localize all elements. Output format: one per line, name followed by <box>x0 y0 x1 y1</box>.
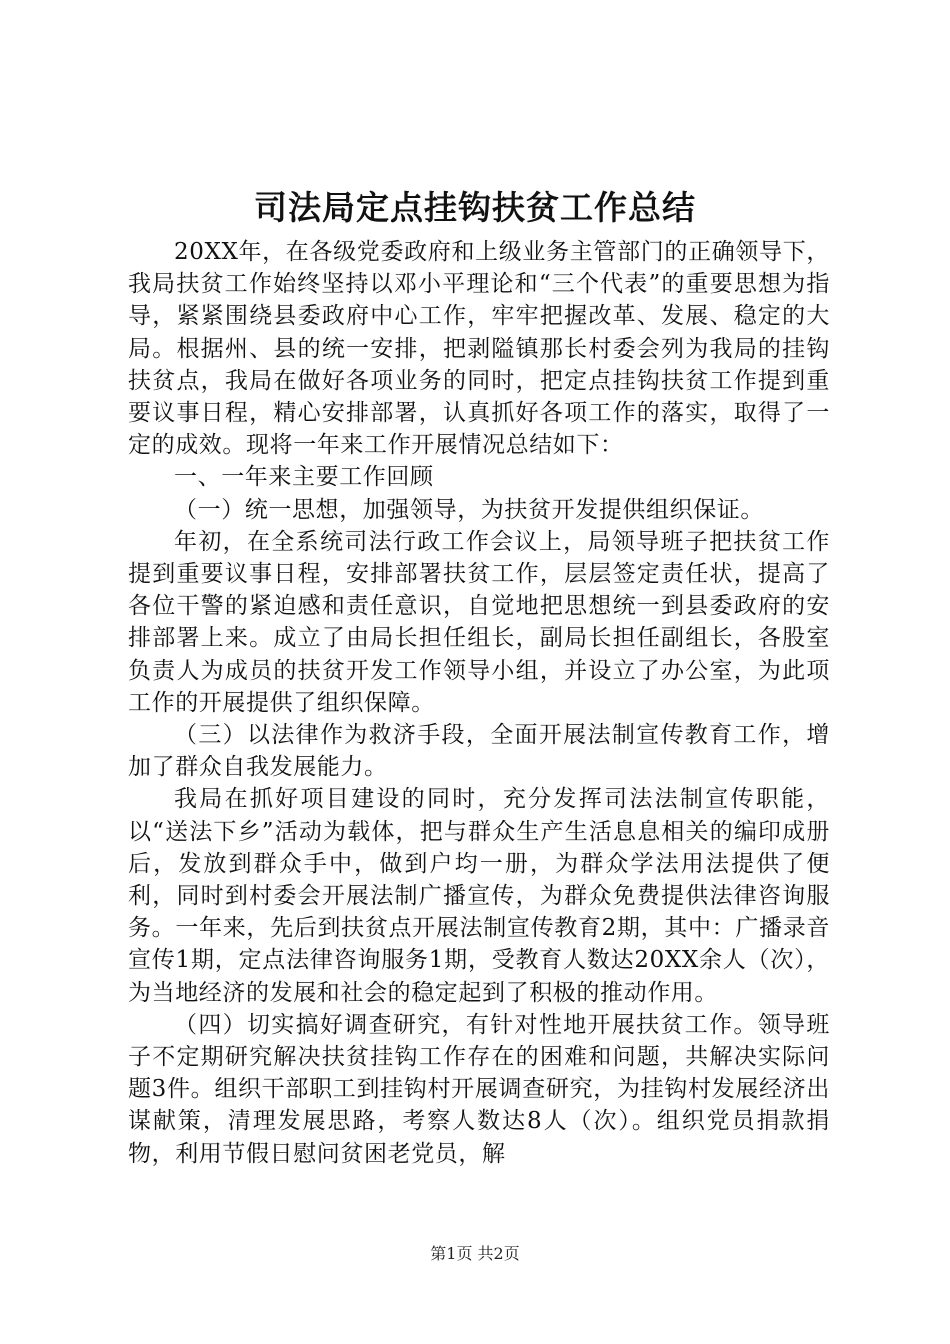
paragraph-legal-education: 我局在抓好项目建设的同时，充分发挥司法法制宣传职能，以“送法下乡”活动为载体，把与群众生产生活息息相关的编印成册后，发放到群众手中，做到户均一册，为群众学法用法提供了便利，同时到村委会开展法制广播宣传，为群众免费提供法律咨询服务。一年来，先后到扶贫点开展法制宣传教育2期，其中：广播录音宣传1期，定点法律咨询服务1期，受教育人数达20XX余人（次），为当地经济的发展和社会的稳定起到了积极的推动作用。 <box>128 786 830 1006</box>
document-title: 司法局定点挂钩扶贫工作总结 <box>254 188 696 227</box>
section-heading: 一、一年来主要工作回顾 <box>174 464 434 491</box>
paragraph-intro: 20XX年，在各级党委政府和上级业务主管部门的正确领导下，我局扶贫工作始终坚持以邓小平理论和“三个代表”的重要思想为指导，紧紧围绕县委政府中心工作，牢牢把握改革、发展、稳定的大局。根据州、县的统一安排，把剥隘镇那长村委会列为我局的挂钩扶贫点，我局在做好各项业务的同时，把定点挂钩扶贫工作提到重要议事日程，精心安排部署，认真抓好各项工作的落实，取得了一定的成效。现将一年来工作开展情况总结如下： <box>128 239 830 459</box>
subsection-heading-3: （三）以法律作为救济手段，全面开展法制宣传教育工作，增加了群众自我发展能力。 <box>128 722 830 781</box>
document-body <box>128 236 830 1170</box>
paragraph-research: （四）切实搞好调查研究，有针对性地开展扶贫工作。领导班子不定期研究解决扶贫挂钩工作存在的困难和问题，共解决实际问题3件。组织干部职工到挂钩村开展调查研究，为挂钩村发展经济出谋献策，清理发展思路，考察人数达8人（次）。组织党员捐款捐物，利用节假日慰问贫困老党员，解 <box>128 1011 830 1167</box>
page-footer: 第1页 共2页 <box>430 1244 520 1263</box>
paragraph-leadership: 年初，在全系统司法行政工作会议上，局领导班子把扶贫工作提到重要议事日程，安排部署扶贫工作，层层签定责任状，提高了各位干警的紧迫感和责任意识，自觉地把思想统一到县委政府的安排部署上来。成立了由局长担任组长，副局长担任副组长，各股室负责人为成员的扶贫开发工作领导小组，并设立了办公室，为此项工作的开展提供了组织保障。 <box>128 528 830 716</box>
subsection-heading-1: （一）统一思想，加强领导，为扶贫开发提供组织保证。 <box>174 496 764 523</box>
